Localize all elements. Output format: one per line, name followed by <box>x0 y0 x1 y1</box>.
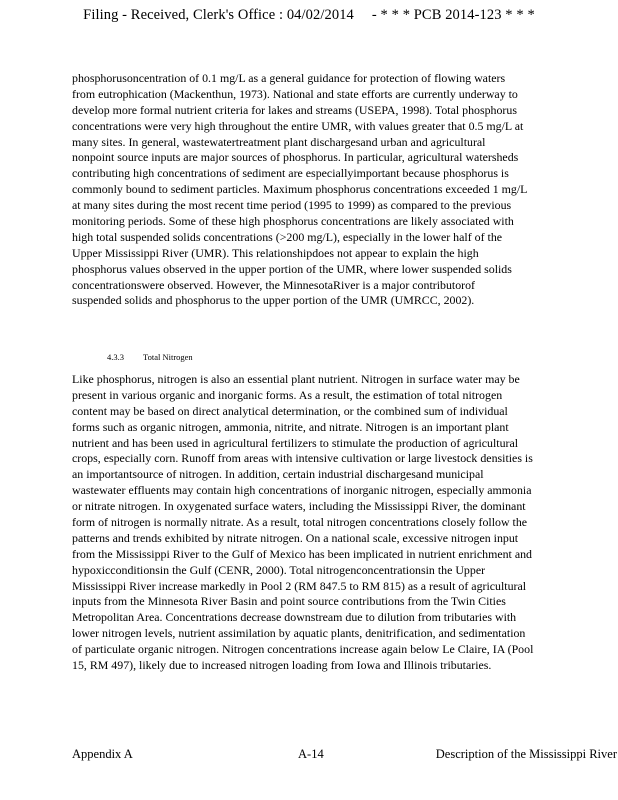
text-line: patterns and trends exhibited by nitrate nitrogen. On a national scale, excessive nitrogen input <box>72 530 519 545</box>
text-line: hypoxicconditionsin the Gulf (CENR, 2000). Total nitrogenconcentrationsin the Upper <box>72 562 486 577</box>
text-line: Like phosphorus, nitrogen is also an essential plant nutrient. Nitrogen in surface water may be <box>72 372 520 386</box>
text-line: inputs from the Minnesota River Basin and point source contributions from the Twin Cities <box>72 594 506 609</box>
text-line: concentrationswere observed. However, the MinnesotaRiver is a major contributorof <box>72 277 476 292</box>
text-line: crops, especially corn. Runoff from areas with intensive cultivation or large livestock densities is <box>72 451 533 466</box>
text-line: at many sites during the most recent time period (1995 to 1999) as compared to the previous <box>72 198 512 213</box>
text-line: Metropolitan Area. Concentrations decrease downstream due to dilution from tributaries with <box>72 610 517 625</box>
text-line: of particulate organic nitrogen. Nitrogen concentrations increase again below Le Claire, IA (Pool <box>72 642 534 657</box>
footer-document-title: Description of the Mississippi River <box>435 747 617 761</box>
text-line: phosphorusoncentration of 0.1 mg/L as a general guidance for protection of flowing waters <box>72 71 506 85</box>
text-line: form of nitrogen is normally nitrate. As a result, total nitrogen concentrations closely follow the <box>72 515 528 530</box>
text-line: Mississippi River increase markedly in Pool 2 (RM 847.5 to RM 815) as a result of agricultural <box>72 578 527 593</box>
docket-number: - * * * PCB 2014-123 * * * <box>371 7 535 23</box>
text-line: forms such as organic nitrogen, ammonia, nitrite, and nitrate. Nitrogen is an important plant <box>72 419 509 434</box>
text-line: many sites. In general, wastewatertreatment plant dischargesand urban and agricultural <box>72 134 486 149</box>
text-line: content may be based on direct analytical determination, or the combined sum of individual <box>72 403 508 418</box>
text-line: nonpoint source inputs are major sources of phosphorus. In particular, agricultural watersheds <box>72 150 519 165</box>
phosphorus-paragraph <box>72 71 610 309</box>
text-line: develop more formal nutrient criteria for lakes and streams (USEPA, 1998). Total phosphorus <box>72 102 517 117</box>
text-line: high total suspended solids concentrations (>200 mg/L), especially in the lower half of the <box>72 229 503 244</box>
footer-appendix: Appendix A <box>72 747 133 761</box>
section-number: 4.3.3 <box>107 352 124 362</box>
text-line: monitoring periods. Some of these high phosphorus concentrations are likely associated with <box>72 214 514 229</box>
section-heading <box>107 352 193 362</box>
nitrogen-paragraph <box>72 372 610 674</box>
text-line: from the Mississippi River to the Gulf of Mexico has been implicated in nutrient enrichment and <box>72 546 533 561</box>
text-line: 15, RM 497), likely due to increased nitrogen loading from Iowa and Illinois tributaries. <box>72 658 492 673</box>
section-title: Total Nitrogen <box>143 352 193 362</box>
filing-stamp: Filing - Received, Clerk's Office : 04/02/2014 <box>83 7 354 23</box>
text-line: or nitrate nitrogen. In oxygenated surface waters, including the Mississippi River, the dominant <box>72 499 526 514</box>
text-line: Upper Mississippi River (UMR). This relationshipdoes not appear to explain the high <box>72 245 479 260</box>
text-line: phosphorus values observed in the upper portion of the UMR, where lower suspended solids <box>72 261 512 276</box>
text-line: from eutrophication (Mackenthun, 1973). National and state efforts are currently underway to <box>72 86 518 101</box>
text-line: wastewater effluents may contain high concentrations of inorganic nitrogen, especially ammonia <box>72 483 532 498</box>
text-line: present in various organic and inorganic forms. As a result, the estimation of total nitrogen <box>72 387 503 402</box>
text-line: concentrations were very high throughout the entire UMR, with values greater that 0.5 mg/L at <box>72 118 524 133</box>
text-line: lower nitrogen levels, nutrient assimilation by aquatic plants, denitrification, and sedimentation <box>72 626 526 641</box>
page-header <box>0 7 618 24</box>
text-line: suspended solids and phosphorus to the upper portion of the UMR (UMRCC, 2002). <box>72 293 475 308</box>
text-line: an importantsource of nitrogen. In addition, certain industrial dischargesand municipal <box>72 467 484 482</box>
text-line: commonly bound to sediment particles. Maximum phosphorus concentrations exceeded 1 mg/L <box>72 182 528 197</box>
page-footer <box>72 747 617 765</box>
text-line: contributing high concentrations of sediment are especiallyimportant because phosphorus is <box>72 166 509 181</box>
footer-page-number: A-14 <box>298 747 324 761</box>
text-line: nutrient and has been used in agricultural fertilizers to stimulate the production of agricultural <box>72 435 519 450</box>
